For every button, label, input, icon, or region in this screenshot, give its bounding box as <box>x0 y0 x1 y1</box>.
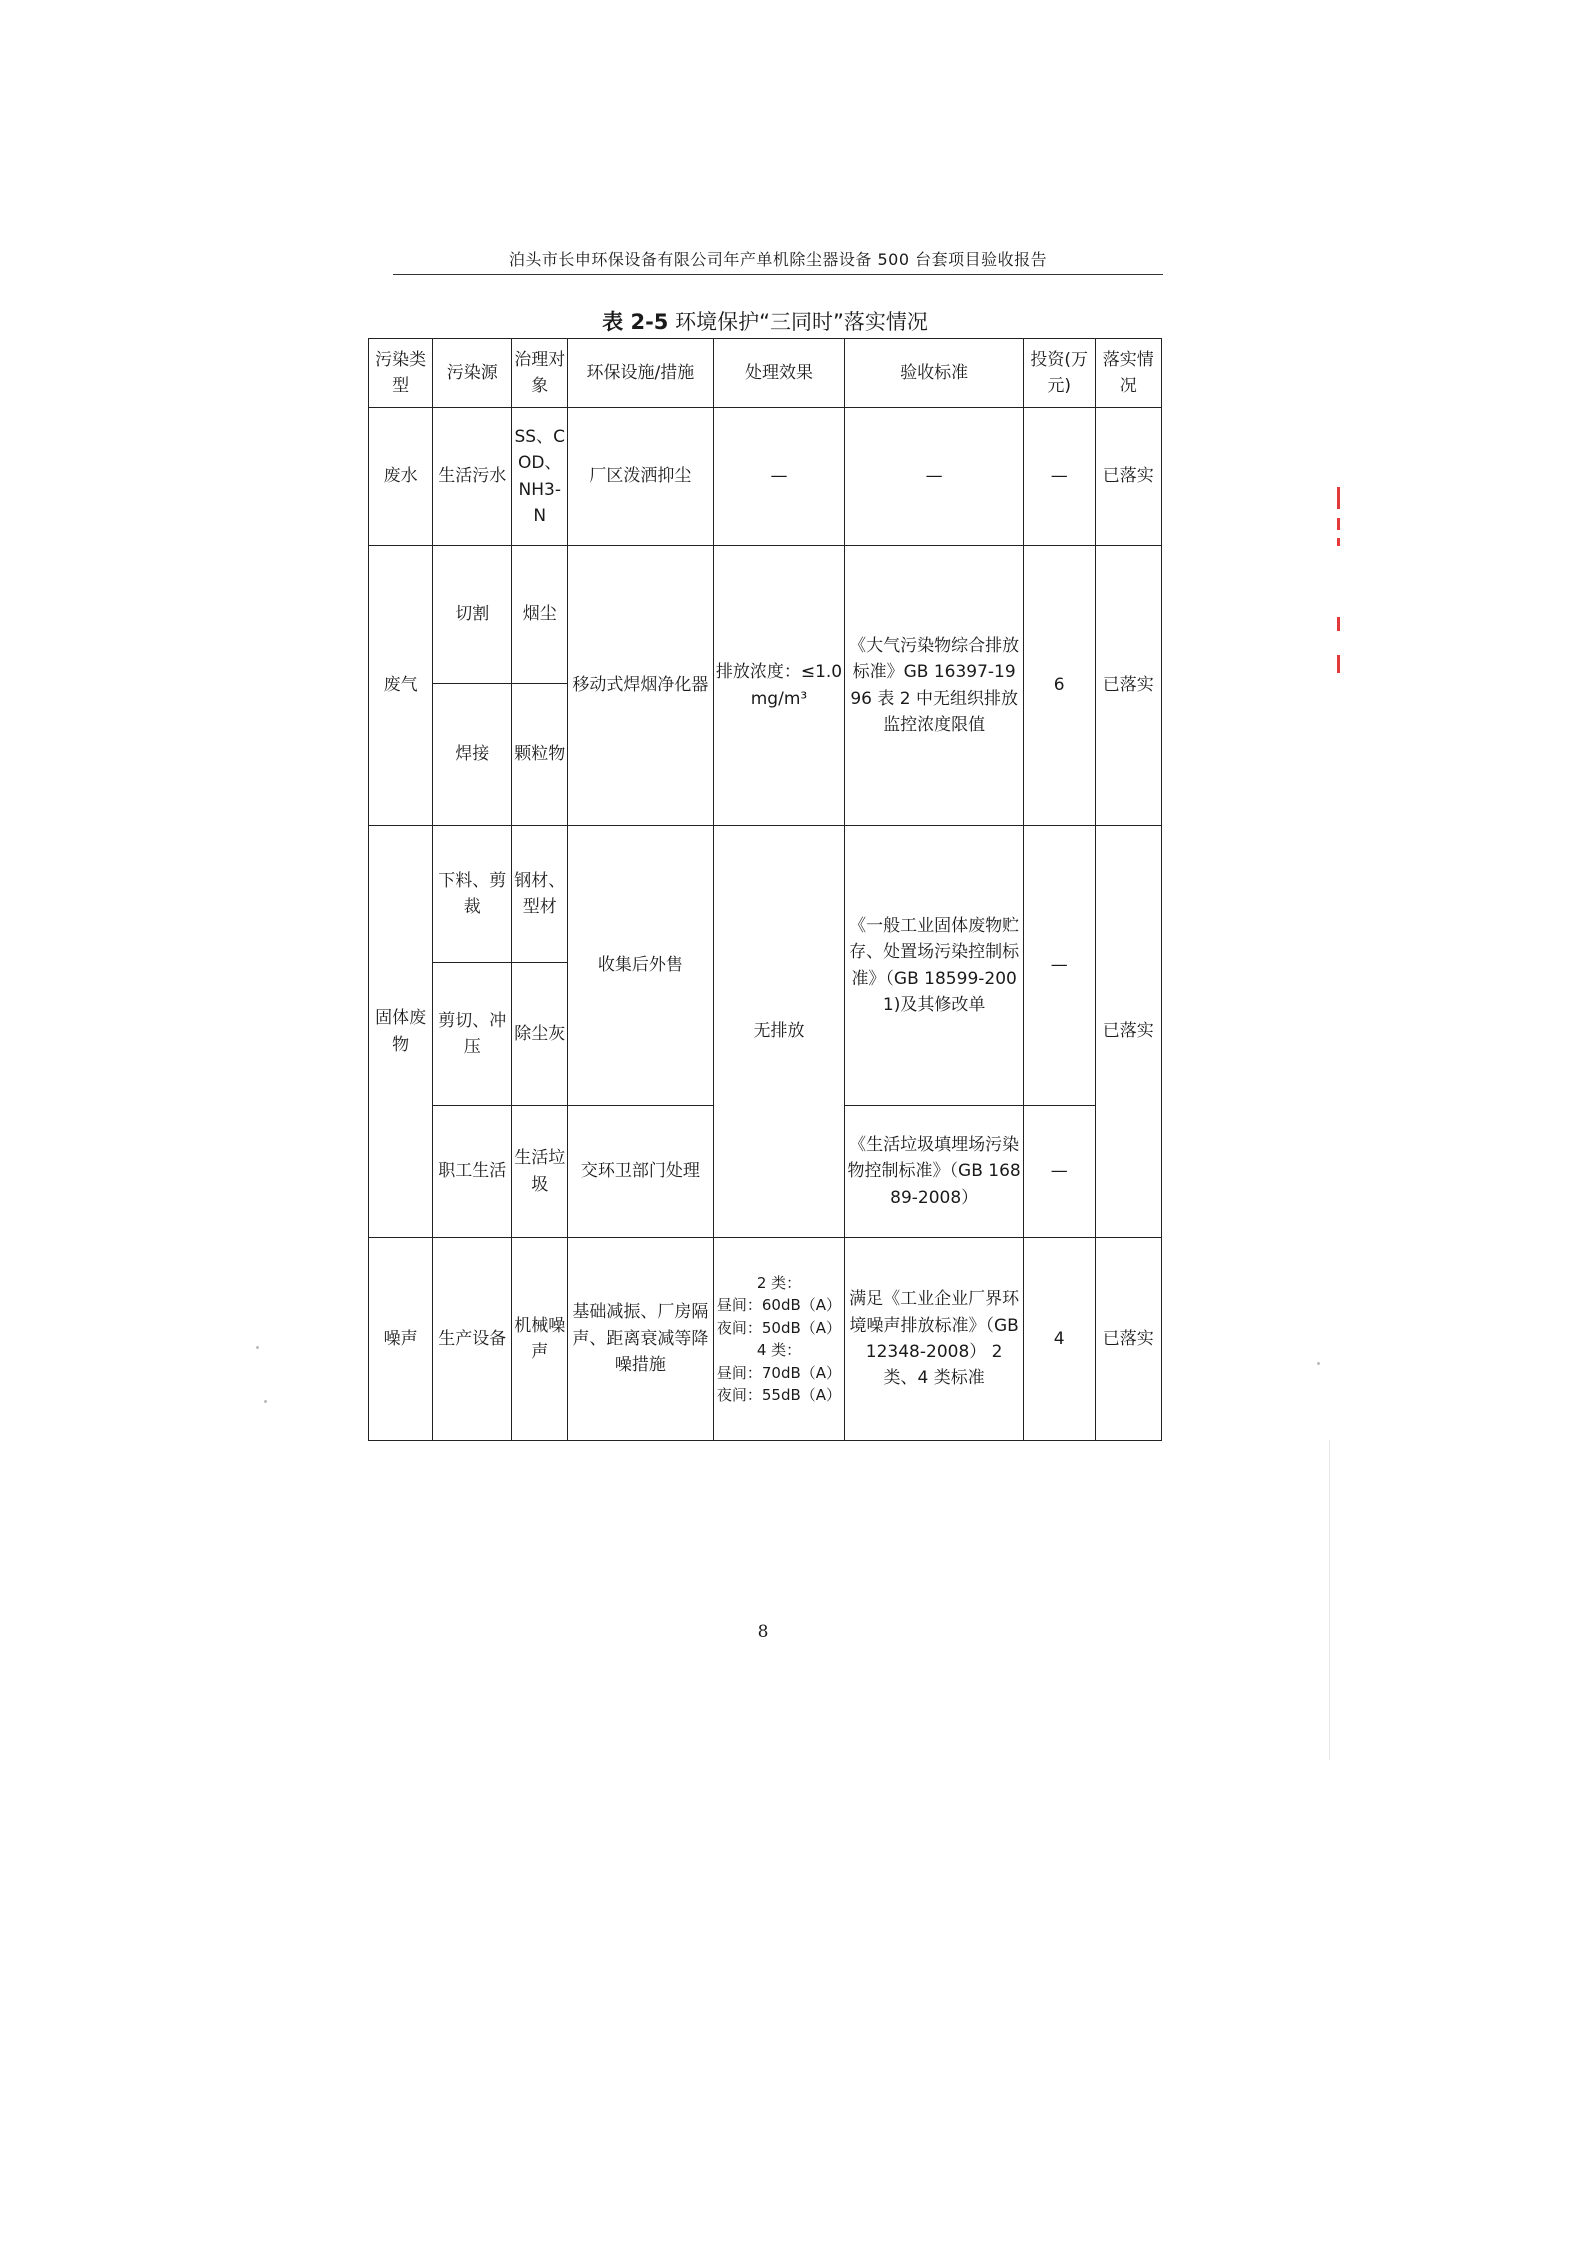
cell-investment: — <box>1023 1106 1095 1238</box>
cell-investment: 4 <box>1023 1238 1095 1441</box>
cell-investment: — <box>1023 826 1095 1106</box>
cell-standard: 《一般工业固体废物贮存、处置场污染控制标准》（GB 18599-2001)及其修改单 <box>845 826 1024 1106</box>
cell-facility: 厂区泼洒抑尘 <box>568 408 713 546</box>
cell-object: 钢材、型材 <box>512 826 568 963</box>
noise-effect-line: 夜间：50dB（A） <box>716 1318 842 1337</box>
seal-edge-mark <box>1337 487 1340 509</box>
cell-facility: 交环卫部门处理 <box>568 1106 713 1238</box>
cell-standard: — <box>845 408 1024 546</box>
cell-object: 生活垃圾 <box>512 1106 568 1238</box>
cell-investment: 6 <box>1023 546 1095 826</box>
seal-edge-mark <box>1337 617 1340 631</box>
cell-source: 剪切、冲压 <box>433 963 512 1106</box>
cell-effect <box>713 1238 845 1441</box>
table-title: 环境保护“三同时”落实情况 <box>675 310 928 334</box>
three-simultaneous-table <box>368 338 1162 1441</box>
noise-effect-line: 昼间：70dB（A） <box>716 1363 842 1382</box>
cell-source: 切割 <box>433 546 512 684</box>
cell-status: 已落实 <box>1095 1238 1161 1441</box>
cell-facility: 移动式焊烟净化器 <box>568 546 713 826</box>
cell-source: 下料、剪裁 <box>433 826 512 963</box>
cell-type: 噪声 <box>369 1238 433 1441</box>
scan-speck <box>256 1346 259 1349</box>
cell-type: 废气 <box>369 546 433 826</box>
page-header: 泊头市长申环保设备有限公司年产单机除尘器设备 500 台套项目验收报告 <box>508 250 1048 269</box>
cell-object: SS、COD、NH3-N <box>512 408 568 546</box>
header-source: 污染源 <box>433 339 512 408</box>
header-type: 污染类型 <box>369 339 433 408</box>
cell-type: 固体废物 <box>369 826 433 1238</box>
header-object: 治理对象 <box>512 339 568 408</box>
seal-edge-mark <box>1337 518 1340 530</box>
noise-effect-line: 4 类： <box>756 1341 802 1359</box>
cell-standard: 《大气污染物综合排放标准》GB 16397-1996 表 2 中无组织排放监控浓度限值 <box>845 546 1024 826</box>
header-row <box>369 339 1162 408</box>
cell-object: 除尘灰 <box>512 963 568 1106</box>
cell-facility: 收集后外售 <box>568 826 713 1106</box>
cell-status: 已落实 <box>1095 546 1161 826</box>
cell-status: 已落实 <box>1095 826 1161 1238</box>
cell-effect: — <box>713 408 845 546</box>
header-facility: 环保设施/措施 <box>568 339 713 408</box>
table-caption <box>368 306 1162 336</box>
table-number: 表 2-5 <box>602 310 669 334</box>
cell-standard: 《生活垃圾填埋场污染物控制标准》（GB 16889-2008） <box>845 1106 1024 1238</box>
header-status: 落实情况 <box>1095 339 1161 408</box>
cell-object: 机械噪声 <box>512 1238 568 1441</box>
cell-facility: 基础减振、厂房隔声、距离衰减等降噪措施 <box>568 1238 713 1441</box>
page-number: 8 <box>757 1622 769 1642</box>
header-investment: 投资(万元) <box>1023 339 1095 408</box>
seal-edge-mark <box>1337 538 1340 546</box>
cell-status: 已落实 <box>1095 408 1161 546</box>
cell-effect: 无排放 <box>713 826 845 1238</box>
scan-speck <box>1317 1362 1320 1365</box>
cell-object: 颗粒物 <box>512 684 568 826</box>
cell-source: 生产设备 <box>433 1238 512 1441</box>
table-row <box>369 1238 1162 1441</box>
cell-effect: 排放浓度：≤1.0mg/m³ <box>713 546 845 826</box>
table-row <box>369 546 1162 684</box>
seal-edge-mark <box>1337 655 1340 673</box>
cell-type: 废水 <box>369 408 433 546</box>
noise-effect-line: 昼间：60dB（A） <box>716 1296 842 1314</box>
cell-standard: 满足《工业企业厂界环境噪声排放标准》（GB12348-2008） 2 类、4 类标准 <box>845 1238 1024 1441</box>
table-row <box>369 408 1162 546</box>
cell-investment: — <box>1023 408 1095 546</box>
cell-source: 生活污水 <box>433 408 512 546</box>
scan-speck <box>264 1400 267 1403</box>
noise-effect-line: 2 类： <box>756 1273 802 1292</box>
header-effect: 处理效果 <box>713 339 845 408</box>
cell-source: 焊接 <box>433 684 512 826</box>
header-standard: 验收标准 <box>845 339 1024 408</box>
scan-edge-line <box>1329 1440 1330 1760</box>
cell-source: 职工生活 <box>433 1106 512 1238</box>
noise-effect-line: 夜间：55dB（A） <box>716 1386 842 1404</box>
table-row <box>369 826 1162 963</box>
header-rule <box>393 274 1163 275</box>
cell-object: 烟尘 <box>512 546 568 684</box>
